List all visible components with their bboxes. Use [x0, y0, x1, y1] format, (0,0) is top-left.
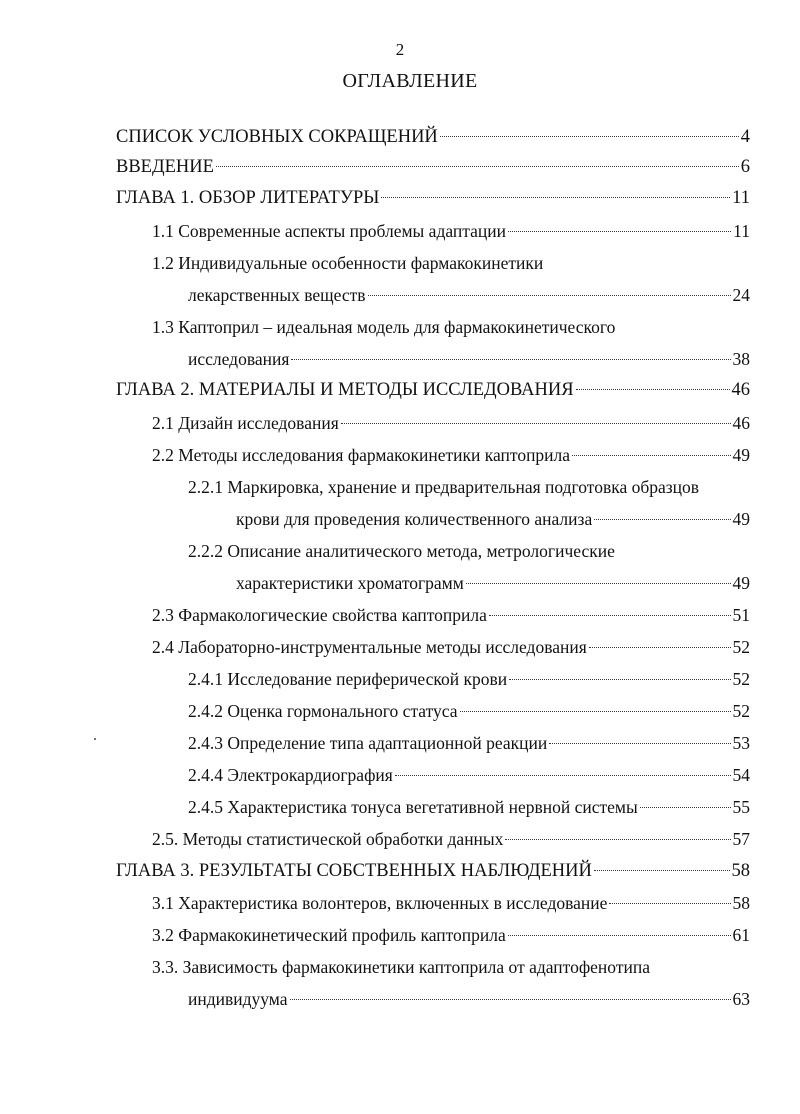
toc-entry-page: 58 [732, 893, 750, 913]
toc-entry-text: 3.1 Характеристика волонтеров, включенных в исследование [152, 893, 608, 913]
toc-entry-chapter-2[interactable] [116, 379, 750, 401]
toc-entry-page: 38 [732, 349, 750, 369]
toc-entry-text: индивидуума [188, 989, 288, 1009]
dot-leader [290, 999, 731, 1000]
toc-entry-page: 46 [731, 380, 750, 400]
dot-leader [216, 166, 739, 167]
toc-entry-3-1[interactable] [152, 892, 750, 914]
dot-leader [368, 295, 731, 296]
toc-entry-1-3[interactable] [188, 348, 750, 370]
toc-entry-page: 52 [732, 637, 750, 657]
toc-entry-page: 61 [732, 925, 750, 945]
toc-entry-page: 51 [732, 605, 750, 625]
toc-entry-text: 2.4.4 Электрокардиография [188, 765, 393, 785]
toc-entry-page: 63 [732, 989, 750, 1009]
toc-entry-text: 2.4.5 Характеристика тонуса вегетативной нервной системы [188, 797, 638, 817]
dot-leader [508, 231, 731, 232]
toc-entry-2-4-1[interactable] [188, 668, 750, 690]
toc-entry-page: 54 [732, 765, 750, 785]
toc-entry-page: 46 [732, 413, 750, 433]
toc-entry-page: 24 [732, 285, 750, 305]
dot-leader [381, 197, 730, 198]
toc-entry-page: 49 [732, 509, 750, 529]
toc-entry-2-4-2[interactable] [188, 700, 750, 722]
toc-entry-chapter-3[interactable] [116, 860, 750, 882]
toc-entry-text: 2.4.3 Определение типа адаптационной реакции [188, 733, 548, 753]
toc-entry-text: 2.5. Методы статистической обработки данных [152, 829, 504, 849]
toc-entry-text: СПИСОК УСЛОВНЫХ СОКРАЩЕНИЙ [116, 127, 438, 147]
dot-leader [589, 647, 731, 648]
toc-entry-page: 57 [732, 829, 750, 849]
toc-entry-text: ВВЕДЕНИЕ [116, 157, 214, 177]
toc-entry-text: 2.4.1 Исследование периферической крови [188, 669, 508, 689]
dot-leader [594, 870, 730, 871]
toc-entry-2-3[interactable] [152, 604, 750, 626]
toc-title: ОГЛАВЛЕНИЕ [342, 70, 478, 92]
toc-entry-text: 2.3 Фармакологические свойства каптоприла [152, 605, 487, 625]
toc-entry-2-2-2[interactable] [236, 572, 750, 594]
toc-entry-page: 52 [732, 701, 750, 721]
toc-entry-1-2[interactable] [188, 284, 750, 306]
toc-entry-text: 2.4 Лабораторно-инструментальные методы исследования [152, 637, 587, 657]
toc-entry-text: ГЛАВА 1. ОБЗОР ЛИТЕРАТУРЫ [116, 188, 380, 208]
toc-entry-page: 55 [732, 797, 750, 817]
toc-entry-text: характеристики хроматограмм [236, 573, 464, 593]
toc-entry-text: ГЛАВА 3. РЕЗУЛЬТАТЫ СОБСТВЕННЫХ НАБЛЮДЕНИЙ [116, 861, 592, 881]
toc-entry-chapter-1[interactable] [116, 187, 750, 209]
dot-leader [395, 775, 731, 776]
toc-entry-2-4[interactable] [152, 636, 750, 658]
toc-entry-page: 58 [731, 861, 750, 881]
toc-entry-2-5[interactable] [152, 828, 750, 850]
toc-entry-2-2-1-line1: 2.2.1 Маркировка, хранение и предварительная подготовка образцов [188, 477, 700, 497]
toc-entry-2-4-4[interactable] [188, 764, 750, 786]
dot-leader [489, 615, 731, 616]
toc-entry-3-2[interactable] [152, 924, 750, 946]
toc-entry-2-4-5[interactable] [188, 796, 750, 818]
toc-entry-1-1[interactable] [152, 220, 750, 242]
dot-leader [572, 455, 730, 456]
toc-entry-page: 49 [732, 445, 750, 465]
dot-leader [460, 711, 731, 712]
toc-entry-1-2-line1: 1.2 Индивидуальные особенности фармакокинетики [152, 253, 544, 273]
toc-entry-page: 53 [732, 733, 750, 753]
toc-entry-1-3-line1: 1.3 Каптоприл – идеальная модель для фармакокинетического [152, 317, 616, 337]
dot-leader [341, 423, 731, 424]
toc-entry-text: 2.2 Методы исследования фармакокинетики каптоприла [152, 445, 571, 465]
toc-entry-text: лекарственных веществ [188, 285, 366, 305]
toc-entry-3-3[interactable] [188, 988, 750, 1010]
dot-leader [594, 519, 730, 520]
toc-entry-page: 11 [732, 188, 750, 208]
dot-leader [549, 743, 730, 744]
toc-entry-text: 2.4.2 Оценка гормонального статуса [188, 701, 458, 721]
dot-leader [440, 136, 739, 137]
toc-entry-3-3-line1: 3.3. Зависимость фармакокинетики каптоприла от адаптофенотипа [152, 957, 650, 977]
toc-entry-text: исследования [188, 349, 290, 369]
toc-entry-text: 1.1 Современные аспекты проблемы адаптации [152, 221, 506, 241]
toc-entry-2-2[interactable] [152, 444, 750, 466]
dot-leader [640, 807, 731, 808]
dot-leader [576, 389, 730, 390]
toc-entry-introduction[interactable] [116, 156, 750, 178]
toc-entry-text: ГЛАВА 2. МАТЕРИАЛЫ И МЕТОДЫ ИССЛЕДОВАНИЯ [116, 380, 574, 400]
toc-entry-text: 3.2 Фармакокинетический профиль каптоприла [152, 925, 506, 945]
toc-entry-text: 2.1 Дизайн исследования [152, 413, 339, 433]
dot-leader [466, 583, 731, 584]
toc-entry-text: крови для проведения количественного анализа [236, 509, 593, 529]
toc-entry-page: 52 [732, 669, 750, 689]
dot-leader [508, 935, 731, 936]
dot-leader [609, 903, 730, 904]
toc-entry-page: 49 [732, 573, 750, 593]
toc-entry-2-2-2-line1: 2.2.2 Описание аналитического метода, метрологические [188, 541, 615, 561]
toc-entry-2-4-3[interactable] [188, 732, 750, 754]
toc-entry-page: 4 [740, 127, 750, 147]
scan-speck [94, 738, 96, 740]
dot-leader [291, 359, 730, 360]
dot-leader [509, 679, 730, 680]
toc-entry-abbreviations[interactable] [116, 126, 750, 148]
dot-leader [505, 839, 730, 840]
page-number: 2 [395, 40, 405, 59]
toc-entry-2-2-1[interactable] [236, 508, 750, 530]
toc-entry-2-1[interactable] [152, 412, 750, 434]
toc-entry-page: 6 [740, 157, 750, 177]
toc-entry-page: 11 [733, 221, 750, 241]
